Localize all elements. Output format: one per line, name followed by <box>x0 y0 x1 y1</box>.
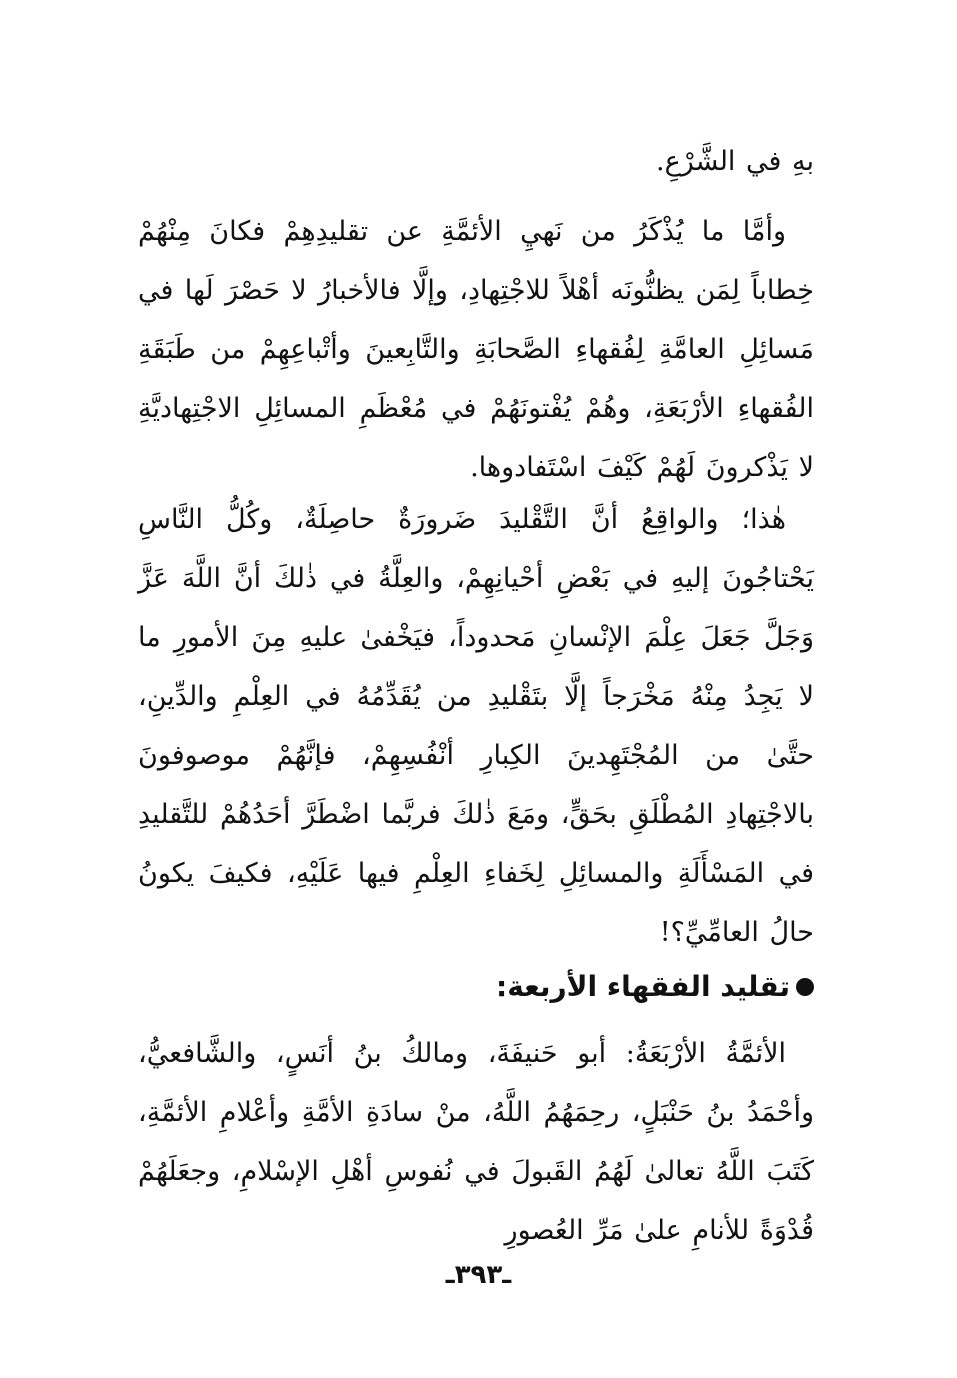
bullet-icon <box>796 978 814 996</box>
section-heading-text: تقليد الفقهاء الأربعة: <box>496 970 790 1003</box>
paragraph-four-imams <box>138 1024 814 1260</box>
paragraph-continuation <box>138 132 814 191</box>
paragraph-text: وأمَّا ما يُذْكَرُ من نَهيِ الأئمَّةِ عن تقليدِهِمْ فكانَ مِنْهُمْ خِطاباً لِمَن يظنُّونَه أهْلاً للاجْتِهادِ، وإلَّا فالأخبارُ لا حَصْرَ لَها في مَسائِلِ العامَّةِ لِفُقهاءِ الصَّحابَةِ والتَّابِعينَ وأتْباعِهِمْ من طَبَقَةِ الفُقهاءِ الأرْبَعَةِ، وهُمْ يُفْتونَهُمْ في مُعْظَمِ المسائِلِ الاجْتِهاديَّةِ لا يَذْكرونَ لَهُمْ كَيْفَ اسْتَفادوها. <box>138 216 814 483</box>
section-heading <box>138 962 814 1012</box>
paragraph-text: الأئمَّةُ الأرْبَعَةُ: أبو حَنيفَةَ، ومالكُ بنُ أنَسٍ، والشَّافعيُّ، وأحْمَدُ بنُ حَنْبَلٍ، رحِمَهُمُ اللَّهُ، منْ سادَةِ الأمَّةِ وأعْلامِ الأئمَّةِ، كَتَبَ اللَّهُ تعالىٰ لَهُمُ القَبولَ في نُفوسِ أهْلِ الإسْلامِ، وجعَلَهُمْ قُدْوَةً للأنامِ علىٰ مَرِّ العُصورِ <box>138 1038 814 1246</box>
paragraph-imams-prohibition <box>138 202 814 497</box>
paragraph-text: هٰذا؛ والواقِعُ أنَّ التَّقْليدَ ضَرورَةٌ حاصِلَةٌ، وكُلُّ النَّاسِ يَحْتاجُونَ إليهِ في بَعْضِ أحْيانِهِمْ، والعِلَّةُ في ذٰلكَ أنَّ اللَّهَ عَزَّ وَجَلَّ جَعَلَ عِلْمَ الإنْسانِ مَحدوداً، فيَخْفىٰ عليهِ مِنَ الأمورِ ما لا يَجِدُ مِنْهُ مَخْرَجاً إلَّا بتَقْليدِ من يُقَدِّمُهُ في العِلْمِ والدِّينِ، حتَّىٰ من المُجْتَهِدينَ الكِبارِ أنْفُسِهِمْ، فإنَّهُمْ موصوفونَ بالاجْتِهادِ المُطْلَقِ بحَقٍّ، ومَعَ ذٰلكَ فربَّما اضْطَرَّ أحَدُهُمْ للتَّقليدِ في المَسْأَلَةِ والمسائِلِ لِخَفاءِ العِلْمِ فيها عَلَيْهِ، فكيفَ يكونُ حالُ العامِّيِّ؟! <box>138 504 814 948</box>
paragraph-necessity-of-taqlid <box>138 490 814 962</box>
page-number: ـ٣٩٣ـ <box>445 1260 512 1290</box>
paragraph-text: بهِ في الشَّرْعِ. <box>656 146 814 177</box>
